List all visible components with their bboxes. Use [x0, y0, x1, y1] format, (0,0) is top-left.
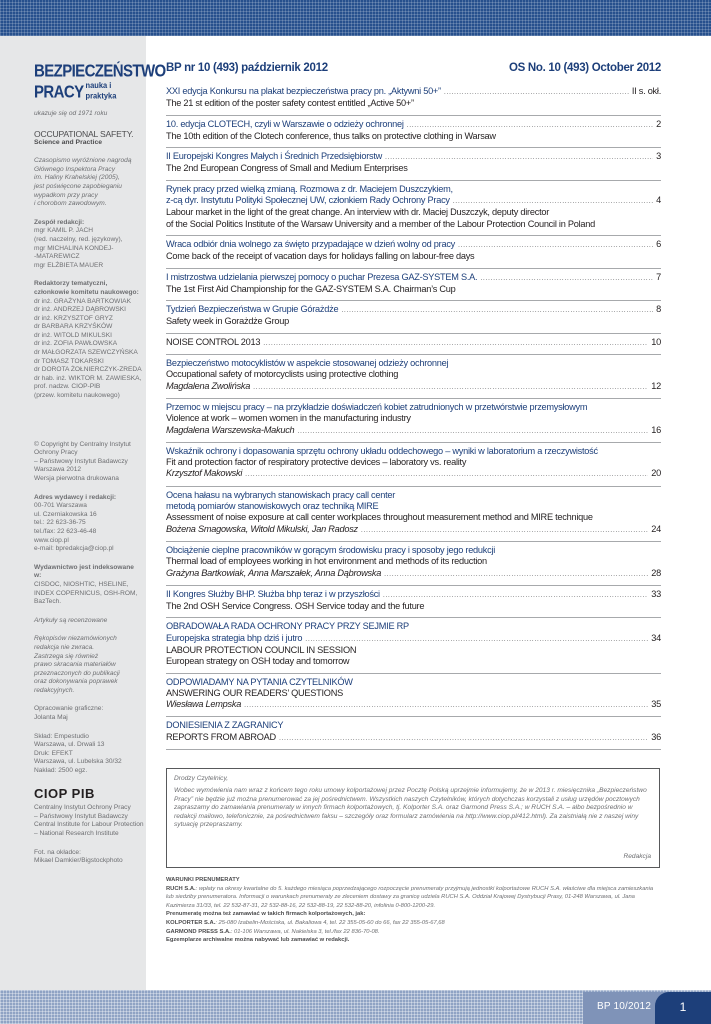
award-note: [34, 157, 140, 209]
text-line: członkowie komitetu naukowego:: [34, 288, 139, 296]
toc-title-polish: Wskaźnik ochrony i dopasowania sprzętu ochrony układu oddechowego – wyniki w laboratorium a rzeczywistość: [166, 445, 598, 456]
toc-entry[interactable]: [166, 717, 661, 750]
dot-leader: [305, 634, 648, 645]
toc-title-english: The 10th edition of the Clotech conference, thus talks on protective clothing in Warsaw: [166, 130, 496, 141]
text-line: Czasopismo wyróżnione nagrodą: [34, 157, 132, 165]
text-line: dr MAŁGORZATA SZEWCZYŃSKA: [34, 349, 138, 357]
toc-entry[interactable]: [166, 236, 661, 269]
text-line: dr hab. inż. WIKTOR M. ZAWIESKA,: [34, 374, 142, 382]
toc-title-polish: II Europejski Kongres Małych i Średnich Przedsiębiorstw: [166, 151, 383, 162]
english-title: OCCUPATIONAL SAFETY.: [34, 128, 134, 139]
toc-page-number: 3: [656, 151, 661, 162]
text-line: prof. nadzw. CIOP-PIB: [34, 383, 101, 391]
toc-page-number: II s. okł.: [631, 86, 661, 96]
toc-entry[interactable]: [166, 148, 661, 181]
text-line: dr inż. GRAŻYNA BARTKOWIAK: [34, 297, 131, 305]
text-line: www.ciop.pl: [34, 536, 69, 544]
text-line: oraz dokonywania poprawek: [34, 678, 118, 686]
table-of-contents: [166, 62, 661, 750]
notice-signature: Redakcja: [623, 852, 651, 860]
text-line: dr inż. WITOLD MIKULSKI: [34, 331, 112, 339]
toc-authors: Magdalena Warszewska-Makuch: [166, 424, 295, 435]
text-line: przeznaczonych do publikacji: [34, 669, 120, 677]
toc-title-english: The 21 st edition of the poster safety contest entitled „Active 50+”: [166, 98, 414, 109]
toc-title-english: The 1st First Aid Championship for the GAZ-SYSTEM S.A. Chairman’s Cup: [166, 283, 456, 294]
toc-title-english: European strategy on OSH today and tomorrow: [166, 656, 350, 667]
toc-title-polish: OBRADOWAŁA RADA OCHRONY PRACY PRZY SEJMIE RP: [166, 621, 409, 632]
text-line: – Państwowy Instytut Badawczy: [34, 457, 128, 465]
toc-page-number: 2: [656, 118, 661, 129]
text-line: dr inż. ZOFIA PAWŁOWSKA: [34, 340, 118, 348]
copyright-note: [34, 441, 140, 484]
toc-entry[interactable]: [166, 542, 661, 586]
page-number: 1: [655, 992, 711, 1024]
toc-entry[interactable]: [166, 181, 661, 236]
toc-title-english: Assessment of noise exposure at call center workplaces throughout measurement method and MIRE technique: [166, 512, 593, 523]
toc-page-number: 12: [651, 380, 661, 391]
text-line: ul. Czerniakowska 16: [34, 510, 97, 518]
toc-title-english: Thermal load of employees working in hot environment and methods of its reduction: [166, 556, 487, 567]
text-line: Rękopisów niezamówionych: [34, 635, 117, 643]
toc-title-english: The 2nd OSH Service Congress. OSH Service today and the future: [166, 601, 425, 612]
toc-title-english: NOISE CONTROL 2013: [166, 336, 261, 347]
notice-body: Wobec wymówienia nam wraz z końcem tego roku umowy kolportażowej przez Pocztę Polską uprzejmie informujemy, że w 2013 r. miesięcznika „Bezpieczeństwo Pracy” nie będzie już można prenumerować za jej pośrednictwem. Wszystkich naszych Czytelników, których dotychczas korzystali z usług urzędów pocztowych zapraszamy do zamawiania prenumeraty w innych firmach kolportażowych, tj. Kolporter S.A. oraz Garmond Press S.A.; w RUCH S.A. – albo bezpośrednio w redakcji mailowo, telefonicznie, za pośrednictwem faksu – szczegóły oraz formularz zamówienia na http://www.ciop.pl/412.html). Za zaistniałą nie z naszej winy sytuację przepraszamy.: [174, 787, 647, 829]
toc-page-number: 16: [651, 424, 661, 435]
dot-leader: [245, 469, 648, 480]
text-line: © Copyright by Centralny Instytut: [34, 440, 131, 448]
text-line: jest poświęcone zapobieganiu: [34, 182, 122, 190]
toc-page-number: 36: [651, 731, 661, 742]
dot-leader: [458, 240, 653, 251]
dot-leader: [385, 152, 653, 163]
toc-title-polish: I mistrzostwa udzielania pierwszej pomocy o puchar Prezesa GAZ-SYSTEM S.A.: [166, 271, 478, 282]
toc-entry[interactable]: [166, 618, 661, 673]
toc-title-polish: Obciążenie cieplne pracowników w gorącym środowisku pracy i sposoby jego redukcji: [166, 544, 496, 555]
editorial-team: [34, 227, 140, 270]
toc-entry[interactable]: [166, 116, 661, 149]
cover-photo-credit: [34, 849, 140, 866]
editors-heading: [34, 280, 140, 297]
toc-title-polish: Rynek pracy przed wielką zmianą. Rozmowa z dr. Maciejem Duszczykiem,: [166, 183, 453, 194]
print-credits: [34, 733, 140, 776]
ruch-info: RUCH S.A.: wpłaty na okresy kwartalne do 5. każdego miesiąca poprzedzającego rozpoczęcie prenumeraty przyjmują jednostki kolportażowe RUCH S.A. właściwe dla miejsca zamieszkania lub siedziby prenumeratora. Informacji o warunkach prenumeraty ze zleceniem dostawy za granicę udziela RUCH S.A. Oddział Krajowej Dystrybucji Prasy, 01-248 Warszawa, ul. Jana Kazimierza 31/33, tel. 22 532-87-31, 22 532-88-16, 22 532-88-19, 22 532-88-20, infolinia 0-800-1200-29.: [166, 885, 654, 909]
toc-title-english: REPORTS FROM ABROAD: [166, 731, 276, 742]
toc-title-english: Labour market in the light of the great change. An interview with dr. Maciej Duszczyk, deputy director: [166, 207, 550, 218]
dot-leader: [480, 273, 653, 284]
text-line: Druk: EFEKT: [34, 749, 73, 757]
text-line: Warszawa, ul. Lubelska 30/32: [34, 758, 122, 766]
toc-authors: Krzysztof Makowski: [166, 468, 243, 479]
text-line: BazTech.: [34, 598, 62, 606]
toc-page-number: 10: [651, 336, 661, 347]
toc-title-polish: z-cą dyr. Instytutu Polityki Społecznej UW, członkiem Rady Ochrony Pracy: [166, 195, 450, 206]
graphic-design-credit: [34, 705, 140, 722]
text-line: CISDOC, NIOSHTIC, HSELINE,: [34, 580, 129, 588]
text-line: mgr MICHALINA KONDEJ-: [34, 244, 114, 252]
toc-title-polish: XXI edycja Konkursu na plakat bezpieczeństwa pracy pn. „Aktywni 50+”: [166, 86, 441, 96]
toc-authors: Grażyna Bartkowiak, Anna Marszałek, Anna Dąbrowska: [166, 567, 382, 578]
text-line: Głównego Inspektora Pracy: [34, 165, 115, 173]
text-line: redakcyjnych.: [34, 686, 75, 694]
toc-title-english: Safety week in Gorażdże Group: [166, 316, 289, 327]
text-line: (przew. komitetu naukowego): [34, 392, 120, 400]
toc-title-english: Occupational safety of motorcyclists using protective clothing: [166, 369, 399, 380]
dot-leader: [341, 305, 653, 316]
toc-entry[interactable]: [166, 269, 661, 302]
toc-title-english: of the Social Politics Institute of the Warsaw University and a member of the Labour Protection Council in Poland: [166, 218, 595, 229]
toc-title-english: The 2nd European Congress of Small and Medium Enterprises: [166, 163, 408, 174]
text-line: (red. naczelny, red. językowy),: [34, 235, 123, 243]
garmond-info: GARMOND PRESS S.A.: 01-106 Warszawa, ul. Nakielska 3, tel./fax 22 836-70-08.: [166, 928, 380, 935]
indexing-heading: Wydawnictwo jest indeksowane w:: [34, 563, 134, 580]
text-line: dr BARBARA KRZYŚKÓW: [34, 323, 113, 331]
dot-leader: [384, 569, 648, 580]
publisher-address: [34, 502, 140, 554]
dot-leader: [253, 382, 648, 393]
text-line: mgr KAMIL P. JACH: [34, 227, 93, 235]
toc-page-number: 28: [651, 567, 661, 578]
toc-title-polish: II Kongres Służby BHP. Służba bhp teraz i w przyszłości: [166, 588, 380, 599]
notice-greeting: Drodzy Czytelnicy,: [174, 775, 229, 782]
toc-title-polish: metodą pomiarów stanowiskowych oraz techniką MIRE: [166, 501, 379, 512]
text-line: INDEX COPERNICUS, OSH-ROM,: [34, 589, 138, 597]
toc-entry[interactable]: [166, 301, 661, 334]
text-line: Mikael Damkier/Bigstockphoto: [34, 857, 123, 865]
toc-entry[interactable]: [166, 674, 661, 718]
toc-page-number: 34: [651, 632, 661, 643]
toc-entries: [166, 83, 661, 750]
text-line: dr TOMASZ TOKARSKI: [34, 357, 104, 365]
toc-entry[interactable]: [166, 586, 661, 619]
toc-title-polish: Przemoc w miejscu pracy – na przykładzie doświadczeń kobiet zatrudnionych w przetwórstwie przemysłowym: [166, 401, 588, 412]
toc-title-polish: 10. edycja CLOTECH, czyli w Warszawie o odzieży ochronnej: [166, 118, 404, 129]
toc-authors: Wiesława Lempska: [166, 699, 242, 710]
toc-page-number: 6: [656, 238, 661, 249]
subscription-title: WARUNKI PRENUMERATY: [166, 877, 240, 883]
toc-title-english: Violence at work – women women in the manufacturing industry: [166, 413, 411, 424]
dot-leader: [361, 525, 648, 536]
dot-leader: [244, 700, 648, 711]
text-line: Jolanta Maj: [34, 714, 68, 722]
toc-title-english: Come back of the receipt of vacation days for holidays falling on labour-free days: [166, 251, 475, 262]
toc-title-polish: Wraca odbiór dnia wolnego za święto przypadające w dzień wolny od pracy: [166, 238, 456, 249]
toc-title-polish: Bezpieczeństwo motocyklistów w aspekcie stosowanej odzieży ochronnej: [166, 358, 449, 369]
toc-title-polish: ODPOWIADAMY NA PYTANIA CZYTELNIKÓW: [166, 676, 353, 687]
text-line: Ochrony Pracy: [34, 449, 78, 457]
issue-title-english: OS No. 10 (493) October 2012: [508, 62, 661, 74]
text-line: Skład: Empestudio: [34, 732, 89, 740]
toc-page-number: 24: [651, 523, 661, 534]
text-line: Centralny Instytut Ochrony Pracy: [34, 804, 131, 812]
text-line: Fot. na okładce:: [34, 848, 81, 856]
toc-entry[interactable]: [166, 334, 661, 355]
issue-title-polish: BP nr 10 (493) październik 2012: [166, 62, 328, 74]
toc-title-english: LABOUR PROTECTION COUNCIL IN SESSION: [166, 644, 357, 655]
text-line: im. Haliny Krahelskiej (2005),: [34, 174, 120, 182]
text-line: e-mail: bpredakcja@ciop.pl: [34, 545, 114, 553]
text-line: Zastrzega się również: [34, 652, 99, 660]
toc-page-number: 35: [651, 699, 661, 710]
toc-entry[interactable]: [166, 355, 661, 399]
kolporter-info: KOLPORTER S.A.: 25-080 Izabelin-Mościska, ul. Bakaliowa 4, tel. 22 355-05-60 do 66, fax 22 355-05-67,68: [166, 919, 445, 926]
institute-name: [34, 804, 144, 838]
address-heading: Adres wydawcy i redakcji:: [34, 493, 117, 501]
text-line: dr inż. ANDRZEJ DĄBROWSKI: [34, 306, 126, 314]
toc-page-number: 7: [656, 271, 661, 282]
text-line: mgr ELŻBIETA MAUER: [34, 261, 104, 269]
toc-entry[interactable]: [166, 487, 661, 542]
dot-leader: [297, 426, 648, 437]
text-line: wypadkom przy pracy: [34, 191, 98, 199]
issue-header: [166, 62, 661, 74]
page-footer: [583, 992, 711, 1024]
text-line: 00-701 Warszawa: [34, 502, 87, 510]
toc-title-polish: Ocena hałasu na wybranych stanowiskach pracy call center: [166, 489, 396, 500]
text-line: Warszawa 2012: [34, 466, 82, 474]
scientific-committee: [34, 298, 140, 401]
text-line: Central Institute for Labour Protection: [34, 821, 144, 829]
dot-leader: [407, 120, 653, 131]
toc-authors: Magdalena Zwolińska: [166, 380, 251, 391]
toc-entry[interactable]: [166, 83, 661, 116]
readers-notice: [166, 768, 660, 868]
text-line: i chorobom zawodowym.: [34, 200, 107, 208]
dot-leader: [444, 87, 629, 98]
text-line: Warszawa, ul. Drwali 13: [34, 741, 105, 749]
english-subtitle: Science and Practice: [34, 138, 103, 146]
toc-title-english: Fit and protection factor of respiratory protective devices – laboratory vs. reality: [166, 457, 467, 468]
indexing-list: [34, 581, 140, 607]
magazine-logo: BEZPIECZEŃSTWO PRACY nauka i praktyka: [34, 61, 166, 102]
ordering-note: Prenumeratę można też zamawiać w takich firmach kolportażowych, jak:: [166, 911, 366, 918]
dot-leader: [383, 590, 648, 601]
dot-leader: [263, 338, 648, 349]
tagline: ukazuje się od 1971 roku: [34, 110, 108, 117]
toc-title-polish: Tydzień Bezpieczeństwa w Grupie Górażdże: [166, 304, 339, 315]
text-line: Opracowanie graficzne:: [34, 705, 104, 713]
text-line: dr DOROTA ŻOŁNIERCZYK-ZREDA: [34, 366, 142, 374]
dot-leader: [453, 196, 653, 207]
text-line: – Państwowy Instytut Badawczy: [34, 812, 128, 820]
text-line: -MATAREWICZ: [34, 253, 80, 261]
text-line: Nakład: 2500 egz.: [34, 767, 88, 775]
toc-entry[interactable]: [166, 399, 661, 443]
toc-title-english: ANSWERING OUR READERS’ QUESTIONS: [166, 687, 343, 698]
ciop-pib-logo: CIOP PIB: [34, 785, 95, 801]
text-line: prawo skracania materiałów: [34, 661, 116, 669]
toc-title-polish: Europejska strategia bhp dziś i jutro: [166, 632, 303, 643]
toc-page-number: 33: [651, 588, 661, 599]
text-line: redakcja nie zwraca.: [34, 643, 95, 651]
archive-note: Egzemplarze archiwalne można nabywać lub zamawiać w redakcji.: [166, 937, 350, 944]
text-line: dr inż. KRZYSZTOF GRYZ: [34, 314, 113, 322]
manuscripts-note: [34, 635, 140, 695]
masthead-sidebar: [0, 36, 166, 990]
text-line: tel./fax: 22 623-46-48: [34, 527, 97, 535]
footer-issue-label: BP 10/2012: [597, 1001, 652, 1012]
text-line: Wersja pierwotna drukowana: [34, 475, 119, 482]
logo-subtitle: nauka i praktyka: [85, 80, 117, 101]
top-decorative-band: [0, 0, 711, 36]
text-line: Redaktorzy tematyczni,: [34, 280, 108, 288]
toc-page-number: 20: [651, 468, 661, 479]
peer-review-note: Artykuły są recenzowane: [34, 616, 108, 624]
toc-title-polish: DONIESIENIA Z ZAGRANICY: [166, 720, 284, 731]
dot-leader: [279, 733, 648, 744]
toc-page-number: 8: [656, 304, 661, 315]
toc-page-number: 4: [656, 195, 661, 206]
toc-authors: Bożena Smagowska, Witold Mikulski, Jan Radosz: [166, 523, 358, 534]
text-line: tel.: 22 623-36-75: [34, 519, 86, 527]
toc-entry[interactable]: [166, 443, 661, 487]
text-line: – National Research Institute: [34, 830, 119, 837]
team-heading: Zespół redakcji:: [34, 218, 85, 226]
subscription-terms: [166, 876, 662, 945]
